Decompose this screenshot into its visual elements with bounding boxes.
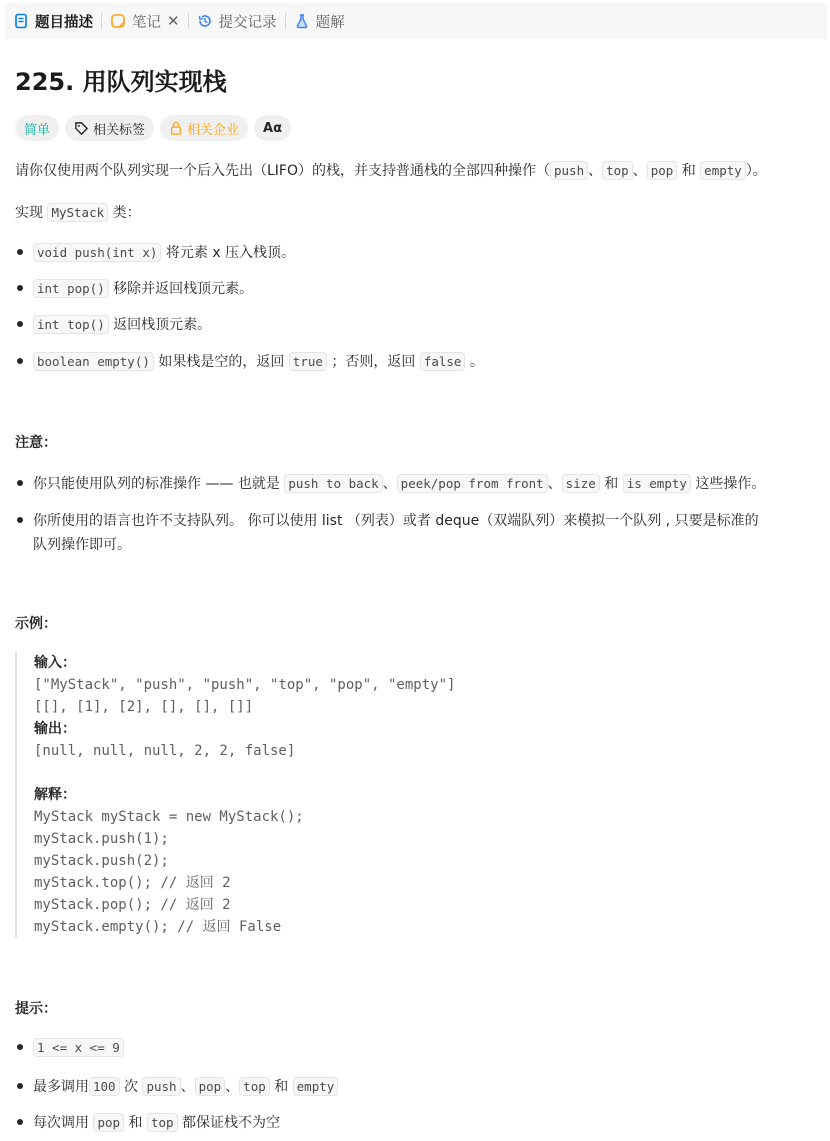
list-text: 如果栈是空的，返回	[153, 354, 289, 370]
list-item	[15, 242, 295, 262]
list-text: 和	[124, 1115, 147, 1131]
tab-description-label: 题目描述	[35, 14, 93, 31]
example-input-line: [[], [1], [2], [], [], []]	[34, 699, 254, 715]
related-tags-label: 相关标签	[93, 122, 146, 138]
related-tags-button[interactable]	[65, 115, 154, 141]
bullet	[17, 517, 23, 523]
list-text: 、	[225, 1079, 240, 1095]
desc-text: 实现	[15, 205, 48, 221]
inline-code: MyStack	[47, 203, 108, 222]
list-text: 和	[599, 476, 623, 492]
related-companies-button[interactable]	[160, 115, 248, 141]
inline-code: peek/pop from front	[397, 474, 548, 493]
desc-text: 、	[588, 163, 603, 179]
example-heading: 示例：	[15, 616, 57, 632]
difficulty-badge: 简单	[15, 115, 59, 141]
bullet	[17, 358, 23, 364]
desc-text: 、	[632, 163, 647, 179]
inline-code: top	[602, 161, 633, 180]
tab-notes[interactable]	[102, 3, 188, 39]
inline-code: top	[239, 1077, 270, 1096]
list-text: 、	[547, 476, 562, 492]
bullet	[17, 1119, 23, 1125]
inline-code: empty	[293, 1077, 339, 1096]
example-output-line: [null, null, null, 2, 2, false]	[34, 743, 296, 759]
list-item	[15, 1040, 124, 1056]
desc-text: 类：	[108, 205, 141, 221]
code-line: myStack.empty(); // 返回 False	[34, 919, 282, 935]
implement-paragraph	[15, 202, 820, 222]
description-paragraph	[15, 160, 820, 180]
list-item	[15, 278, 253, 298]
spacer	[34, 762, 634, 784]
inline-code: push to back	[284, 474, 382, 493]
bullet	[17, 480, 23, 486]
tab-submissions-label: 提交记录	[218, 14, 277, 31]
list-text: 移除并返回栈顶元素。	[108, 281, 254, 297]
tab-notes-label: 笔记	[132, 14, 161, 31]
list-text: 你所使用的语言也许不支持队列。 你可以使用 list （列表）或者 deque（双端队列）来模拟一个队列 , 只要是标准的	[33, 513, 759, 529]
inline-code: size	[562, 474, 600, 493]
inline-code: empty	[700, 161, 746, 180]
problem-title: 225. 用队列实现栈	[15, 68, 227, 96]
list-text: 、	[382, 476, 397, 492]
list-item	[15, 509, 759, 557]
list-text: 次	[119, 1079, 143, 1095]
inline-code: pop	[93, 1113, 124, 1132]
list-text: 最多调用	[33, 1079, 89, 1095]
inline-code: is empty	[623, 474, 691, 493]
bullet	[17, 1044, 23, 1050]
history-icon	[197, 13, 213, 29]
list-text: 返回栈顶元素。	[108, 317, 212, 333]
desc-text: 和	[677, 163, 701, 179]
bullet	[17, 321, 23, 327]
list-item	[15, 314, 211, 334]
desc-text: ）。	[745, 163, 767, 179]
code-line: MyStack myStack = new MyStack();	[34, 809, 304, 825]
inline-code: int pop()	[33, 279, 109, 298]
list-text: ；否则，返回	[326, 354, 420, 370]
lock-icon	[169, 121, 183, 135]
list-item	[15, 351, 484, 371]
output-label: 输出：	[34, 721, 76, 737]
bullet	[17, 285, 23, 291]
close-icon[interactable]: ✕	[167, 12, 180, 30]
related-companies-label: 相关企业	[187, 122, 240, 138]
document-icon	[13, 13, 29, 29]
inline-code: push	[142, 1077, 180, 1096]
list-text: 每次调用	[33, 1115, 94, 1131]
tag-icon	[74, 121, 89, 136]
tab-bar	[5, 3, 827, 39]
inline-code: true	[289, 352, 327, 371]
list-text: 将元素 x 压入栈顶。	[161, 245, 296, 261]
bullet	[17, 1083, 23, 1089]
tab-submissions[interactable]	[189, 3, 285, 39]
list-text: 你只能使用队列的标准操作 —— 也就是	[33, 476, 285, 492]
inline-code: pop	[195, 1077, 226, 1096]
inline-code: void push(int x)	[33, 243, 161, 262]
explain-label: 解释：	[34, 787, 76, 803]
inline-code: 100	[89, 1077, 120, 1096]
code-line: myStack.push(1);	[34, 831, 169, 847]
list-text: 这些操作。	[690, 476, 766, 492]
inline-code: push	[550, 161, 588, 180]
inline-code: top	[147, 1113, 178, 1132]
bullet	[17, 249, 23, 255]
example-block	[15, 652, 634, 938]
note-icon	[110, 13, 126, 29]
example-input-line: ["MyStack", "push", "push", "top", "pop", "empty"]	[34, 677, 456, 693]
list-text: 都保证栈不为空	[177, 1115, 280, 1131]
list-item	[15, 1076, 338, 1096]
tab-description[interactable]	[5, 3, 101, 39]
inline-code: 1 <= x <= 9	[33, 1038, 124, 1057]
tag-row	[15, 115, 291, 141]
list-item	[15, 1112, 280, 1132]
list-text: 和	[269, 1079, 293, 1095]
notes-heading: 注意：	[15, 435, 57, 451]
list-text: 。	[465, 354, 484, 370]
tab-solutions[interactable]	[286, 3, 353, 39]
hints-heading: 提示：	[15, 1001, 57, 1017]
desc-text: 请你仅使用两个队列实现一个后入先出（LIFO）的栈，并支持普通栈的全部四种操作（	[15, 163, 550, 179]
translate-button[interactable]	[254, 115, 291, 141]
list-text: 、	[180, 1079, 195, 1095]
list-text: 队列操作即可。	[33, 537, 131, 553]
inline-code: int top()	[33, 315, 109, 334]
list-item	[15, 473, 765, 493]
code-line: myStack.top(); // 返回 2	[34, 875, 231, 891]
flask-icon	[294, 13, 310, 29]
inline-code: pop	[647, 161, 678, 180]
translate-icon: Aα	[263, 120, 283, 136]
code-line: myStack.push(2);	[34, 853, 169, 869]
input-label: 输入：	[34, 655, 76, 671]
code-line: myStack.pop(); // 返回 2	[34, 897, 231, 913]
inline-code: false	[420, 352, 466, 371]
tab-solutions-label: 题解	[315, 14, 345, 31]
inline-code: boolean empty()	[33, 352, 154, 371]
